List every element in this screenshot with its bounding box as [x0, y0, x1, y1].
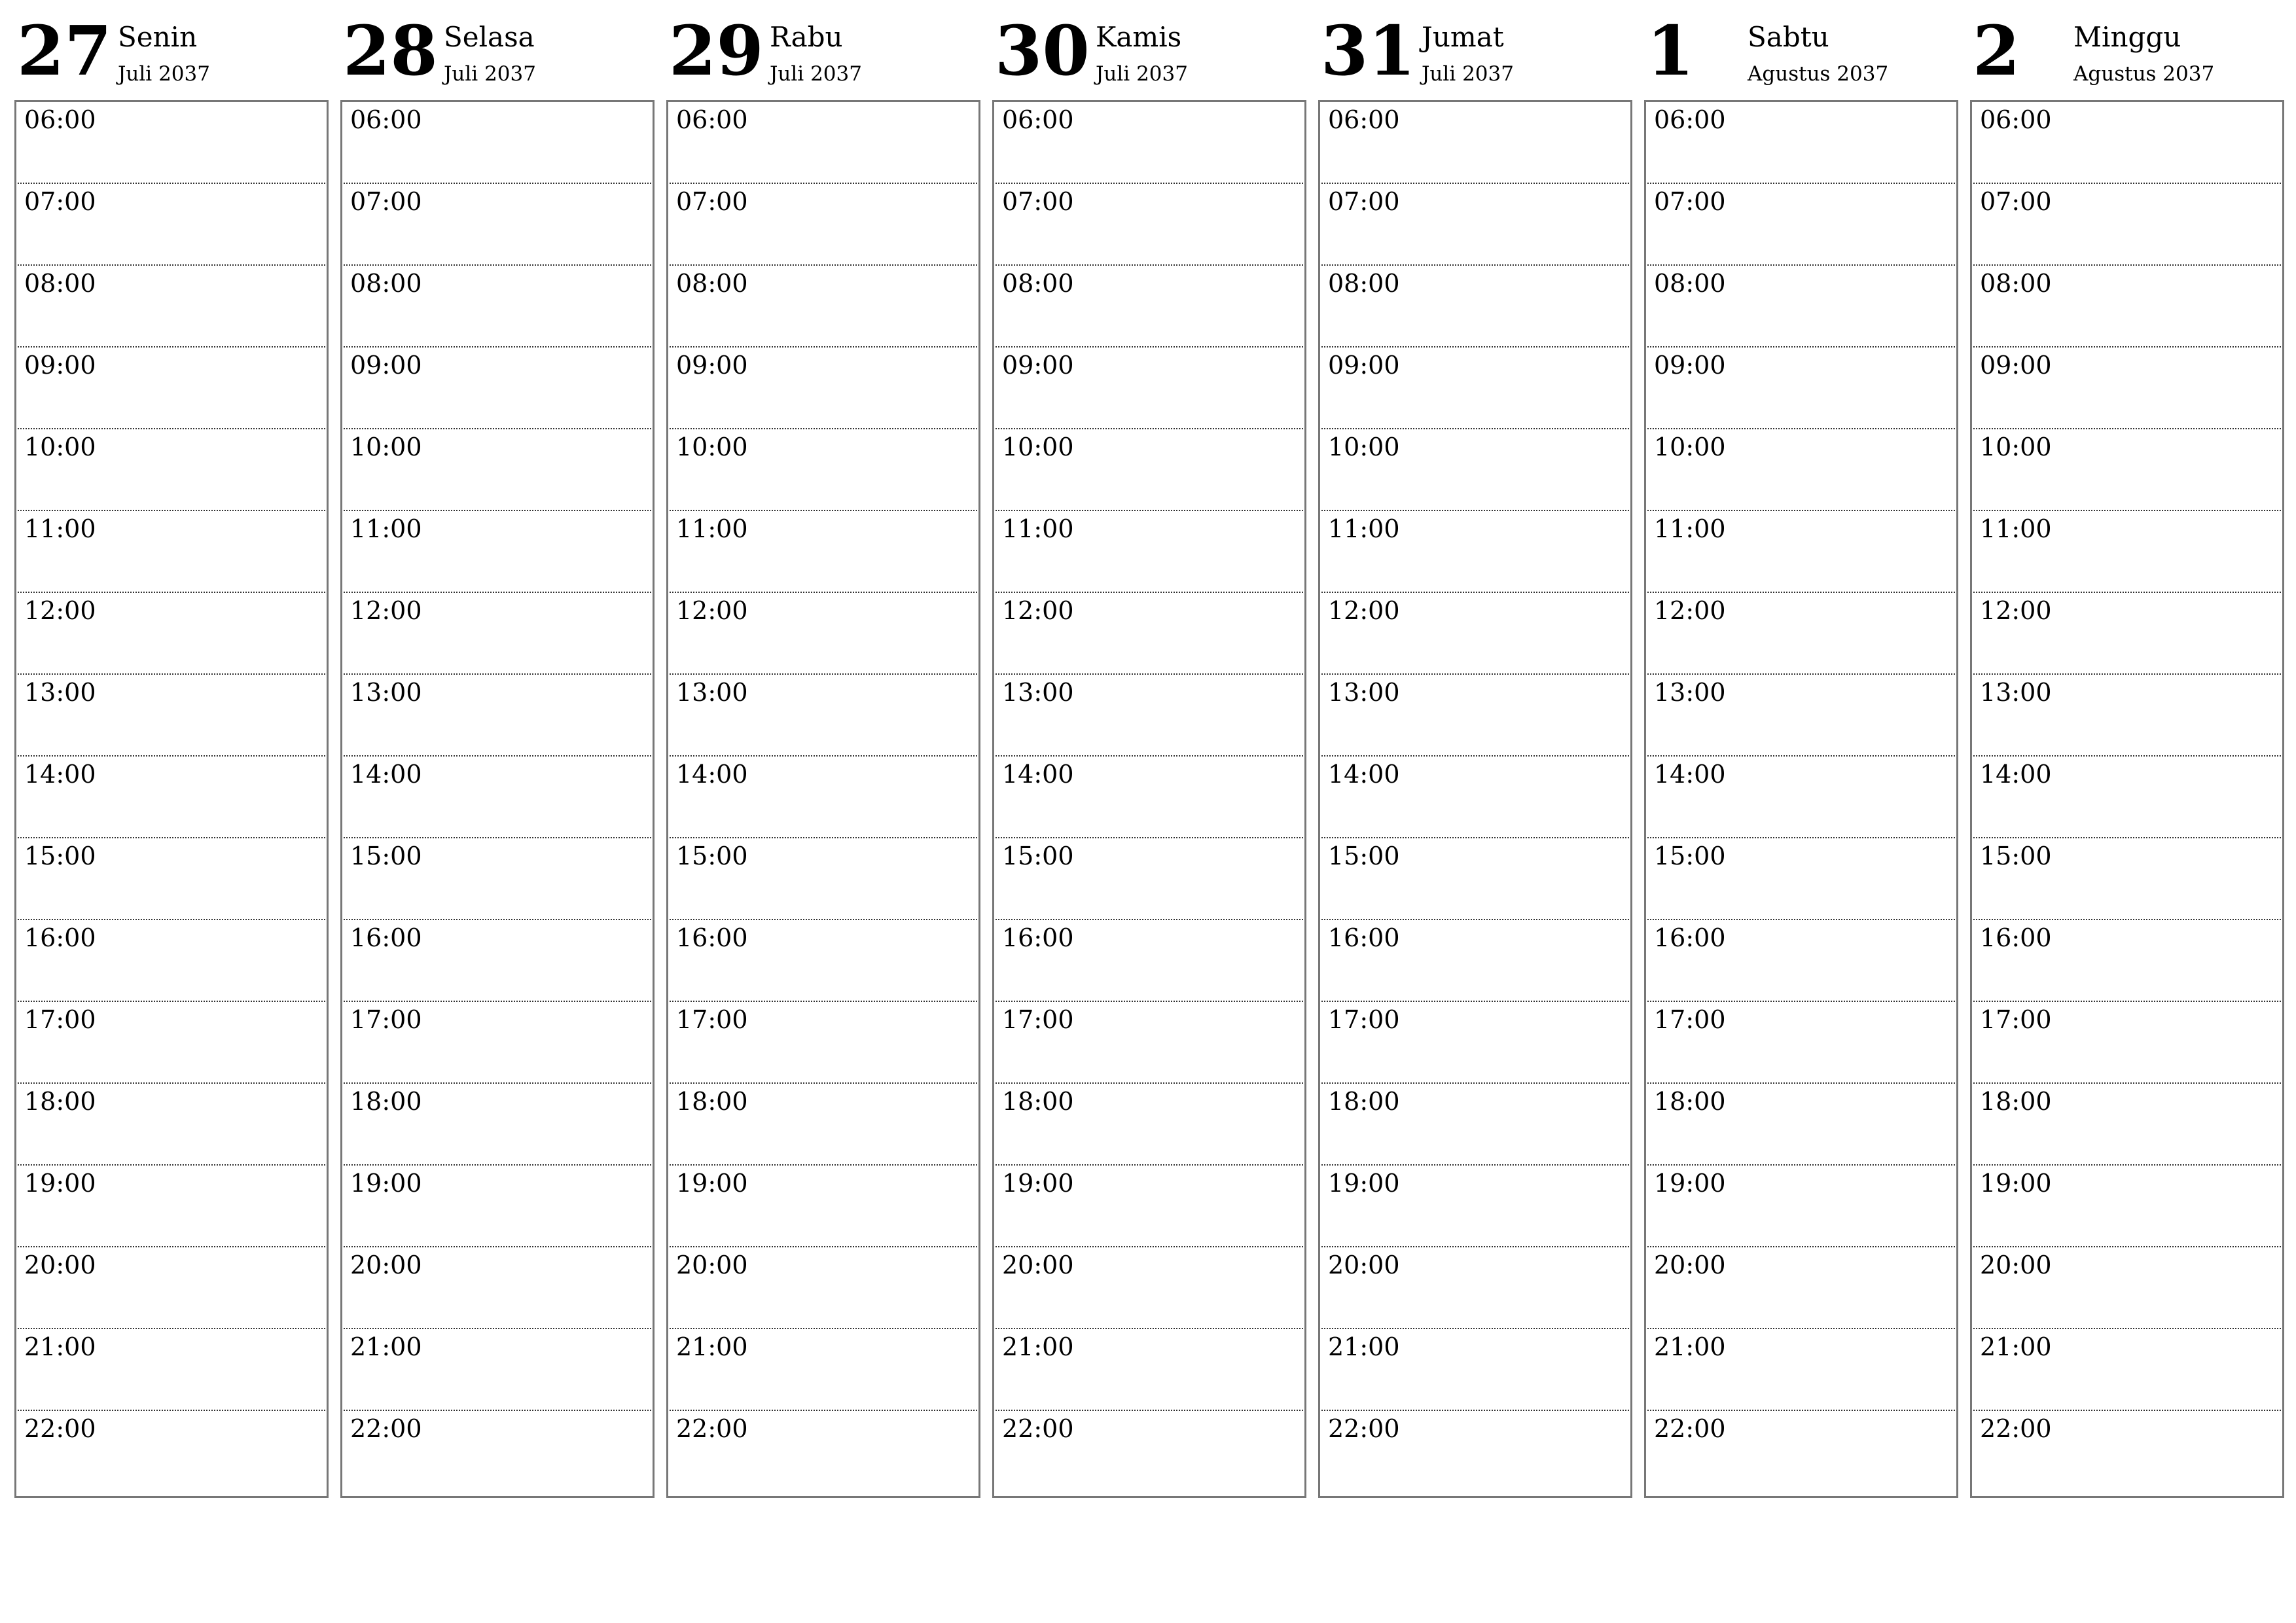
hour-label: 09:00 — [676, 351, 748, 380]
hour-slot[interactable] — [344, 511, 651, 593]
hour-label: 07:00 — [1654, 187, 1726, 216]
hour-label: 06:00 — [350, 105, 422, 134]
hour-slot[interactable] — [996, 757, 1303, 838]
hour-slot[interactable] — [670, 102, 977, 184]
hour-slot[interactable] — [1647, 1166, 1955, 1247]
hour-slot[interactable] — [1321, 920, 1629, 1002]
hour-label: 16:00 — [350, 923, 422, 952]
hour-label: 15:00 — [350, 842, 422, 870]
hour-label: 13:00 — [24, 678, 96, 707]
hour-label: 20:00 — [1654, 1251, 1726, 1279]
hour-slot[interactable] — [996, 1166, 1303, 1247]
hour-label: 07:00 — [1002, 187, 1074, 216]
day-number: 1 — [1647, 10, 1695, 91]
hour-label: 22:00 — [1002, 1414, 1074, 1443]
hour-label: 16:00 — [1328, 923, 1400, 952]
hour-label: 14:00 — [24, 760, 96, 789]
hour-label: 11:00 — [24, 514, 96, 543]
hour-slot[interactable] — [670, 1002, 977, 1084]
day-number: 31 — [1321, 10, 1416, 91]
day-header — [992, 0, 1305, 99]
hour-label: 13:00 — [350, 678, 422, 707]
hour-slot[interactable] — [1647, 593, 1955, 675]
day-number: 27 — [17, 10, 112, 91]
hour-label: 13:00 — [1328, 678, 1400, 707]
day-month-year: Agustus 2037 — [1748, 62, 1889, 86]
hour-slot[interactable] — [996, 1329, 1303, 1411]
hour-slot[interactable] — [1647, 1247, 1955, 1329]
hour-label: 21:00 — [24, 1332, 96, 1361]
day-schedule-box — [14, 100, 329, 1498]
hour-slot[interactable] — [996, 1247, 1303, 1329]
hour-label: 14:00 — [676, 760, 748, 789]
hour-label: 09:00 — [24, 351, 96, 380]
hour-label: 21:00 — [1654, 1332, 1726, 1361]
hour-label: 18:00 — [1002, 1087, 1074, 1116]
hour-label: 09:00 — [1980, 351, 2052, 380]
hour-label: 12:00 — [350, 596, 422, 625]
hour-slot[interactable] — [18, 920, 325, 1002]
hour-slot[interactable] — [344, 102, 651, 184]
hour-slot[interactable] — [996, 348, 1303, 429]
hour-label: 18:00 — [1654, 1087, 1726, 1116]
hour-label: 16:00 — [676, 923, 748, 952]
hour-label: 14:00 — [1328, 760, 1400, 789]
hour-label: 10:00 — [1980, 433, 2052, 461]
hour-slot[interactable] — [18, 757, 325, 838]
hour-slot[interactable] — [1647, 429, 1955, 511]
hour-label: 07:00 — [24, 187, 96, 216]
hour-slot[interactable] — [18, 1329, 325, 1411]
hour-label: 10:00 — [24, 433, 96, 461]
day-column — [340, 0, 653, 1499]
hour-slot[interactable] — [670, 184, 977, 266]
hour-slot[interactable] — [1973, 920, 2281, 1002]
hour-slot[interactable] — [1321, 1329, 1629, 1411]
hour-label: 16:00 — [1980, 923, 2052, 952]
hour-label: 17:00 — [1328, 1005, 1400, 1034]
hour-label: 17:00 — [1980, 1005, 2052, 1034]
hour-label: 13:00 — [1654, 678, 1726, 707]
hour-label: 07:00 — [1980, 187, 2052, 216]
hour-label: 16:00 — [1002, 923, 1074, 952]
day-month-year: Juli 2037 — [1422, 62, 1514, 86]
day-schedule-box — [1970, 100, 2284, 1498]
hour-slot[interactable] — [1973, 266, 2281, 348]
hour-label: 08:00 — [676, 269, 748, 298]
hour-label: 18:00 — [676, 1087, 748, 1116]
hour-slot[interactable] — [344, 1411, 651, 1493]
hour-slot[interactable] — [996, 184, 1303, 266]
hour-slot[interactable] — [996, 429, 1303, 511]
hour-slot[interactable] — [1321, 348, 1629, 429]
hour-label: 22:00 — [1654, 1414, 1726, 1443]
hour-slot[interactable] — [1973, 1411, 2281, 1493]
hour-label: 09:00 — [1002, 351, 1074, 380]
hour-label: 20:00 — [676, 1251, 748, 1279]
hour-label: 08:00 — [24, 269, 96, 298]
hour-slot[interactable] — [670, 1329, 977, 1411]
day-column — [14, 0, 327, 1499]
hour-label: 21:00 — [676, 1332, 748, 1361]
hour-label: 22:00 — [1328, 1414, 1400, 1443]
hour-slot[interactable] — [344, 1002, 651, 1084]
hour-label: 10:00 — [350, 433, 422, 461]
hour-slot[interactable] — [1973, 1002, 2281, 1084]
hour-label: 16:00 — [1654, 923, 1726, 952]
hour-slot[interactable] — [1647, 348, 1955, 429]
hour-slot[interactable] — [1973, 675, 2281, 757]
hour-label: 12:00 — [1002, 596, 1074, 625]
day-schedule-box — [992, 100, 1306, 1498]
day-month-year: Juli 2037 — [770, 62, 862, 86]
hour-slot[interactable] — [18, 1002, 325, 1084]
day-schedule-box — [666, 100, 980, 1498]
hour-label: 11:00 — [676, 514, 748, 543]
hour-label: 10:00 — [1328, 433, 1400, 461]
hour-slot[interactable] — [670, 920, 977, 1002]
hour-slot[interactable] — [1321, 757, 1629, 838]
hour-label: 20:00 — [350, 1251, 422, 1279]
hour-label: 17:00 — [1002, 1005, 1074, 1034]
hour-slot[interactable] — [1321, 102, 1629, 184]
hour-slot[interactable] — [1321, 675, 1629, 757]
hour-label: 18:00 — [350, 1087, 422, 1116]
hour-slot[interactable] — [670, 266, 977, 348]
hour-label: 10:00 — [1654, 433, 1726, 461]
hour-slot[interactable] — [1647, 511, 1955, 593]
hour-label: 16:00 — [24, 923, 96, 952]
weekly-planner — [14, 0, 2282, 1623]
hour-slot[interactable] — [18, 1166, 325, 1247]
hour-label: 11:00 — [1654, 514, 1726, 543]
hour-slot[interactable] — [1973, 1329, 2281, 1411]
hour-label: 17:00 — [24, 1005, 96, 1034]
hour-label: 12:00 — [1980, 596, 2052, 625]
day-number: 29 — [669, 10, 764, 91]
hour-label: 19:00 — [1002, 1169, 1074, 1198]
hour-slot[interactable] — [18, 429, 325, 511]
day-name: Selasa — [444, 21, 535, 53]
hour-slot[interactable] — [18, 102, 325, 184]
hour-slot[interactable] — [996, 920, 1303, 1002]
day-month-year: Agustus 2037 — [2073, 62, 2215, 86]
day-header — [1970, 0, 2283, 99]
day-schedule-box — [340, 100, 655, 1498]
hour-label: 20:00 — [24, 1251, 96, 1279]
hour-slot[interactable] — [1647, 920, 1955, 1002]
hour-slot[interactable] — [18, 348, 325, 429]
hour-label: 09:00 — [1328, 351, 1400, 380]
hour-slot[interactable] — [18, 511, 325, 593]
hour-slot[interactable] — [344, 1329, 651, 1411]
hour-label: 08:00 — [1002, 269, 1074, 298]
hour-label: 19:00 — [1328, 1169, 1400, 1198]
hour-slot[interactable] — [1647, 1329, 1955, 1411]
day-name: Jumat — [1422, 21, 1504, 53]
hour-slot[interactable] — [670, 348, 977, 429]
hour-slot[interactable] — [1647, 757, 1955, 838]
hour-label: 17:00 — [350, 1005, 422, 1034]
hour-slot[interactable] — [1647, 675, 1955, 757]
hour-label: 15:00 — [676, 842, 748, 870]
hour-label: 06:00 — [676, 105, 748, 134]
day-name: Sabtu — [1748, 21, 1829, 53]
day-month-year: Juli 2037 — [118, 62, 210, 86]
day-header — [14, 0, 327, 99]
hour-label: 13:00 — [676, 678, 748, 707]
hour-slot[interactable] — [1973, 1084, 2281, 1166]
hour-slot[interactable] — [344, 920, 651, 1002]
day-header — [340, 0, 653, 99]
hour-slot[interactable] — [1973, 838, 2281, 920]
hour-slot[interactable] — [18, 675, 325, 757]
hour-slot[interactable] — [1321, 511, 1629, 593]
day-column — [1644, 0, 1957, 1499]
day-column — [666, 0, 979, 1499]
day-month-year: Juli 2037 — [444, 62, 536, 86]
hour-slot[interactable] — [344, 757, 651, 838]
hour-label: 11:00 — [1002, 514, 1074, 543]
hour-slot[interactable] — [996, 1084, 1303, 1166]
hour-label: 10:00 — [1002, 433, 1074, 461]
hour-label: 22:00 — [350, 1414, 422, 1443]
hour-slot[interactable] — [344, 675, 651, 757]
hour-label: 08:00 — [1328, 269, 1400, 298]
hour-label: 15:00 — [1980, 842, 2052, 870]
hour-slot[interactable] — [1321, 1247, 1629, 1329]
hour-label: 06:00 — [1328, 105, 1400, 134]
hour-label: 20:00 — [1002, 1251, 1074, 1279]
hour-label: 14:00 — [350, 760, 422, 789]
hour-label: 22:00 — [24, 1414, 96, 1443]
hour-slot[interactable] — [18, 593, 325, 675]
hour-slot[interactable] — [1321, 593, 1629, 675]
hour-label: 10:00 — [676, 433, 748, 461]
hour-label: 11:00 — [1328, 514, 1400, 543]
hour-slot[interactable] — [344, 593, 651, 675]
hour-label: 21:00 — [1002, 1332, 1074, 1361]
hour-slot[interactable] — [1321, 838, 1629, 920]
hour-slot[interactable] — [996, 266, 1303, 348]
hour-slot[interactable] — [344, 184, 651, 266]
hour-label: 09:00 — [1654, 351, 1726, 380]
hour-slot[interactable] — [344, 838, 651, 920]
hour-slot[interactable] — [1647, 266, 1955, 348]
hour-label: 07:00 — [676, 187, 748, 216]
hour-label: 07:00 — [1328, 187, 1400, 216]
hour-label: 17:00 — [1654, 1005, 1726, 1034]
hour-slot[interactable] — [344, 429, 651, 511]
hour-slot[interactable] — [18, 1084, 325, 1166]
hour-label: 12:00 — [1654, 596, 1726, 625]
hour-label: 09:00 — [350, 351, 422, 380]
hour-slot[interactable] — [1973, 429, 2281, 511]
hour-label: 08:00 — [1980, 269, 2052, 298]
hour-label: 22:00 — [676, 1414, 748, 1443]
hour-slot[interactable] — [1647, 838, 1955, 920]
hour-label: 08:00 — [1654, 269, 1726, 298]
hour-slot[interactable] — [996, 102, 1303, 184]
day-month-year: Juli 2037 — [1096, 62, 1188, 86]
day-header — [666, 0, 979, 99]
hour-slot[interactable] — [996, 838, 1303, 920]
hour-slot[interactable] — [344, 1084, 651, 1166]
hour-slot[interactable] — [996, 675, 1303, 757]
hour-label: 15:00 — [1654, 842, 1726, 870]
hour-label: 22:00 — [1980, 1414, 2052, 1443]
hour-slot[interactable] — [18, 266, 325, 348]
hour-label: 19:00 — [350, 1169, 422, 1198]
hour-label: 13:00 — [1002, 678, 1074, 707]
day-number: 2 — [1973, 10, 2020, 91]
hour-slot[interactable] — [1647, 184, 1955, 266]
hour-slot[interactable] — [996, 1002, 1303, 1084]
hour-slot[interactable] — [670, 593, 977, 675]
hour-slot[interactable] — [1647, 102, 1955, 184]
hour-slot[interactable] — [670, 675, 977, 757]
day-name: Kamis — [1096, 21, 1182, 53]
hour-label: 06:00 — [24, 105, 96, 134]
day-column — [1318, 0, 1631, 1499]
hour-label: 19:00 — [1654, 1169, 1726, 1198]
day-column — [992, 0, 1305, 1499]
hour-slot[interactable] — [670, 1247, 977, 1329]
day-header — [1644, 0, 1957, 99]
hour-label: 15:00 — [24, 842, 96, 870]
hour-label: 14:00 — [1654, 760, 1726, 789]
day-number: 30 — [995, 10, 1090, 91]
hour-slot[interactable] — [1973, 593, 2281, 675]
hour-label: 18:00 — [1980, 1087, 2052, 1116]
hour-slot[interactable] — [1973, 1166, 2281, 1247]
hour-label: 06:00 — [1002, 105, 1074, 134]
hour-slot[interactable] — [1973, 348, 2281, 429]
hour-slot[interactable] — [1973, 184, 2281, 266]
hour-slot[interactable] — [18, 1247, 325, 1329]
hour-label: 19:00 — [24, 1169, 96, 1198]
hour-slot[interactable] — [1973, 1247, 2281, 1329]
hour-slot[interactable] — [1321, 266, 1629, 348]
hour-label: 21:00 — [350, 1332, 422, 1361]
hour-slot[interactable] — [1647, 1084, 1955, 1166]
hour-label: 14:00 — [1002, 760, 1074, 789]
hour-slot[interactable] — [1321, 1002, 1629, 1084]
hour-slot[interactable] — [1647, 1002, 1955, 1084]
hour-label: 19:00 — [1980, 1169, 2052, 1198]
hour-label: 18:00 — [24, 1087, 96, 1116]
hour-label: 17:00 — [676, 1005, 748, 1034]
hour-slot[interactable] — [670, 511, 977, 593]
hour-label: 06:00 — [1980, 105, 2052, 134]
hour-label: 13:00 — [1980, 678, 2052, 707]
hour-slot[interactable] — [996, 511, 1303, 593]
hour-slot[interactable] — [18, 184, 325, 266]
hour-label: 11:00 — [350, 514, 422, 543]
hour-label: 12:00 — [676, 596, 748, 625]
hour-label: 12:00 — [24, 596, 96, 625]
hour-label: 06:00 — [1654, 105, 1726, 134]
day-schedule-box — [1318, 100, 1632, 1498]
day-header — [1318, 0, 1631, 99]
hour-slot[interactable] — [344, 1247, 651, 1329]
hour-label: 20:00 — [1328, 1251, 1400, 1279]
hour-label: 18:00 — [1328, 1087, 1400, 1116]
hour-label: 14:00 — [1980, 760, 2052, 789]
hour-slot[interactable] — [670, 757, 977, 838]
day-name: Rabu — [770, 21, 843, 53]
day-column — [1970, 0, 2283, 1499]
hour-slot[interactable] — [1973, 511, 2281, 593]
day-schedule-box — [1644, 100, 1958, 1498]
hour-label: 12:00 — [1328, 596, 1400, 625]
hour-slot[interactable] — [670, 1084, 977, 1166]
hour-slot[interactable] — [344, 1166, 651, 1247]
hour-slot[interactable] — [670, 1166, 977, 1247]
hour-label: 07:00 — [350, 187, 422, 216]
hour-slot[interactable] — [1973, 757, 2281, 838]
hour-slot[interactable] — [344, 266, 651, 348]
hour-label: 20:00 — [1980, 1251, 2052, 1279]
hour-slot[interactable] — [1321, 184, 1629, 266]
hour-label: 15:00 — [1002, 842, 1074, 870]
hour-slot[interactable] — [996, 593, 1303, 675]
day-name: Senin — [118, 21, 198, 53]
hour-slot[interactable] — [344, 348, 651, 429]
day-number: 28 — [343, 10, 438, 91]
hour-label: 11:00 — [1980, 514, 2052, 543]
hour-slot[interactable] — [670, 838, 977, 920]
hour-slot[interactable] — [1321, 1084, 1629, 1166]
day-name: Minggu — [2073, 21, 2181, 53]
hour-slot[interactable] — [1647, 1411, 1955, 1493]
hour-label: 15:00 — [1328, 842, 1400, 870]
hour-label: 08:00 — [350, 269, 422, 298]
hour-slot[interactable] — [670, 1411, 977, 1493]
hour-slot[interactable] — [1321, 1411, 1629, 1493]
hour-label: 19:00 — [676, 1169, 748, 1198]
hour-slot[interactable] — [18, 838, 325, 920]
hour-slot[interactable] — [1973, 102, 2281, 184]
hour-slot[interactable] — [18, 1411, 325, 1493]
hour-slot[interactable] — [1321, 1166, 1629, 1247]
hour-label: 21:00 — [1328, 1332, 1400, 1361]
hour-slot[interactable] — [996, 1411, 1303, 1493]
hour-slot[interactable] — [670, 429, 977, 511]
hour-slot[interactable] — [1321, 429, 1629, 511]
hour-label: 21:00 — [1980, 1332, 2052, 1361]
